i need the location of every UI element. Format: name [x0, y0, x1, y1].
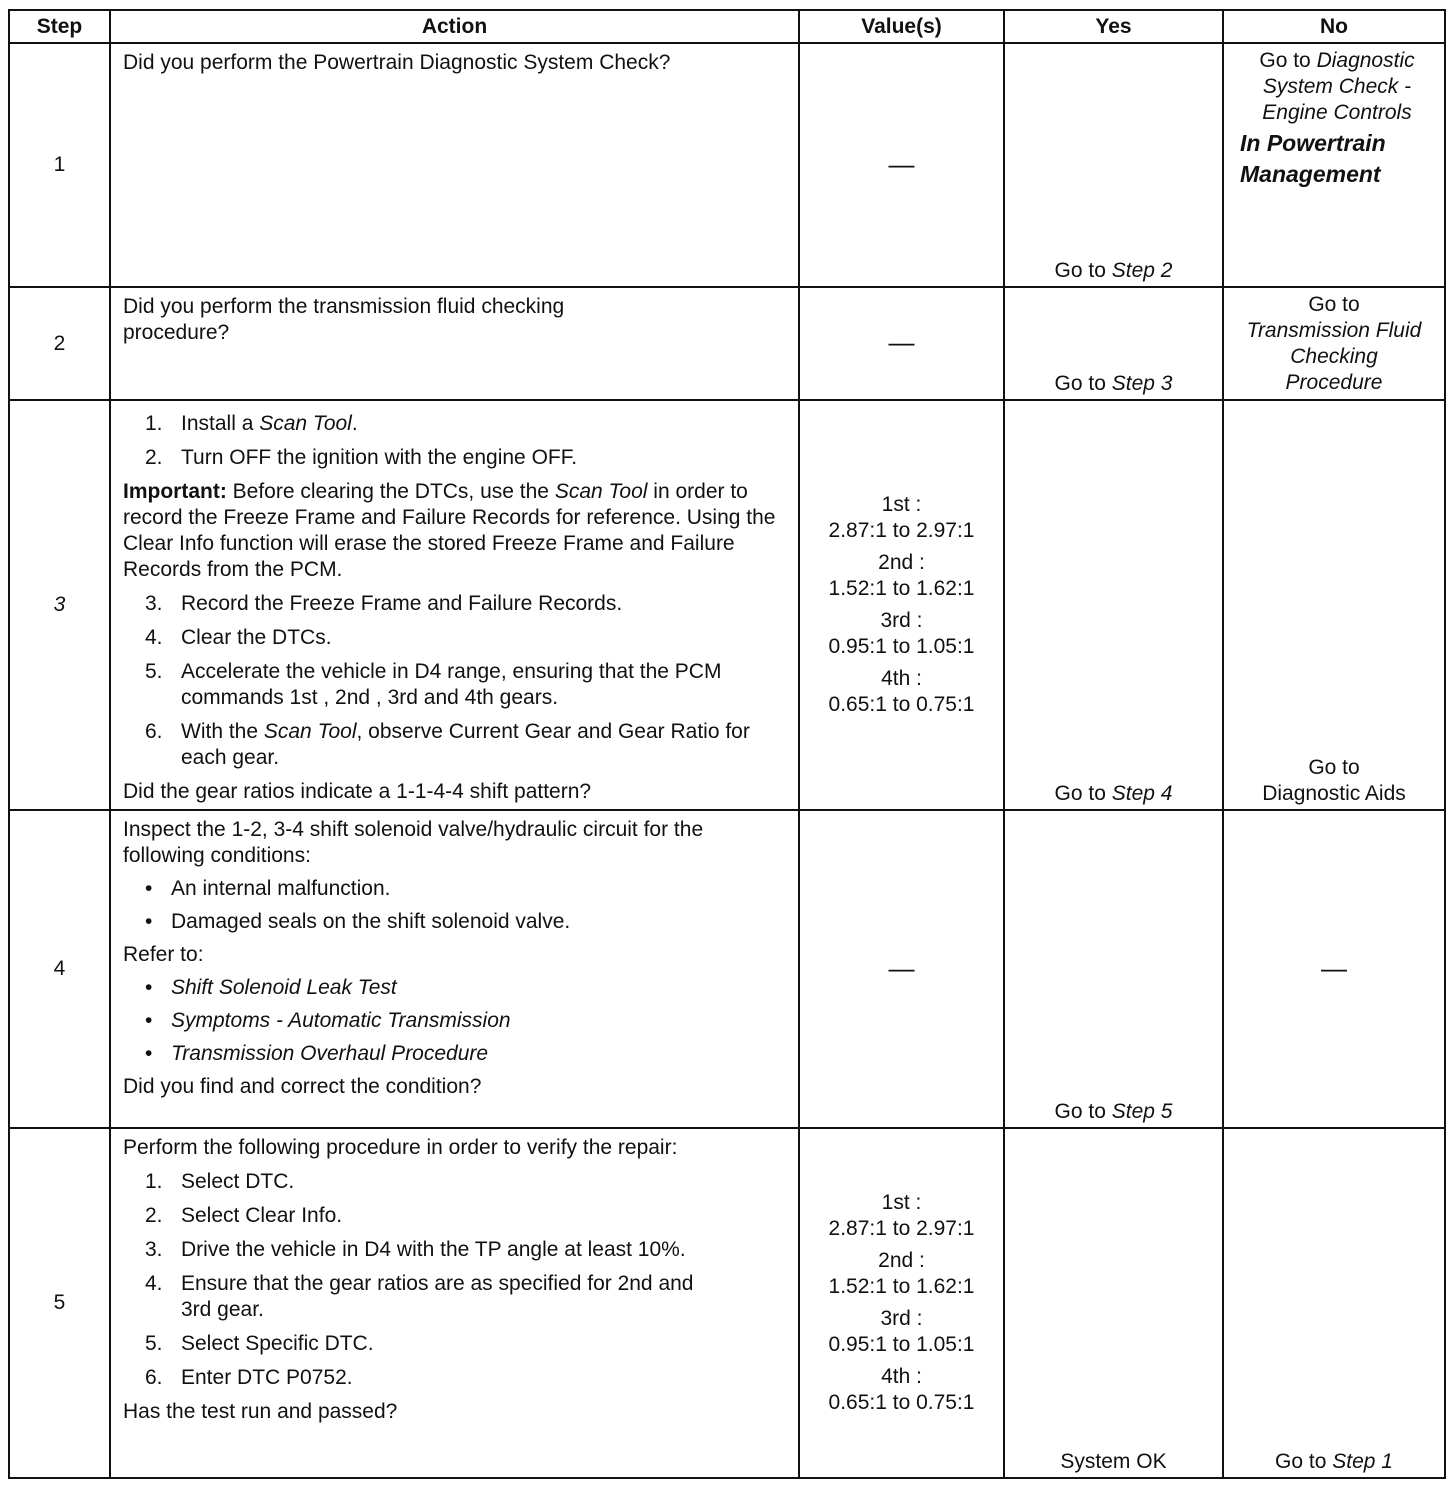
diagnostic-table — [8, 9, 1446, 1479]
value-group: 2nd : 1.52:1 to 1.62:1 — [828, 551, 975, 600]
conditions-list — [123, 876, 788, 935]
action-text: Did you perform the transmission fluid checking procedure? — [123, 295, 565, 344]
step-number: 3 — [9, 400, 110, 810]
step-number: 1 — [9, 43, 110, 287]
list-item[interactable]: • Shift Solenoid Leak Test — [145, 976, 397, 999]
list-item: 6. Enter DTC P0752. — [145, 1366, 353, 1389]
no-prefix: Go to — [1259, 49, 1317, 72]
no-link[interactable]: Diagnostic System Check - Engine Controls — [1262, 49, 1415, 124]
action-cell — [110, 43, 799, 287]
action-intro: Inspect the 1-2, 3-4 shift solenoid valve/hydraulic circuit for the following conditions: — [123, 818, 704, 867]
dash: — — [888, 952, 915, 983]
steps-list — [123, 1169, 788, 1391]
action-cell — [110, 810, 799, 1128]
list-item: 5. Accelerate the vehicle in D4 range, ensuring that the PCM commands 1st , 2nd , 3rd and 4th gears. — [145, 660, 722, 709]
yes-link[interactable]: Step 2 — [1111, 259, 1173, 282]
step-number: 2 — [9, 287, 110, 400]
header-row — [9, 10, 1445, 43]
refer-label: Refer to: — [123, 943, 204, 966]
no-link[interactable]: Step 1 — [1332, 1450, 1393, 1473]
list-item: • Damaged seals on the shift solenoid valve. — [145, 910, 571, 933]
value-group: 4th : 0.65:1 to 0.75:1 — [828, 667, 975, 716]
action-text: Did you perform the Powertrain Diagnostic System Check? — [123, 51, 671, 74]
list-item: 2. Turn OFF the ignition with the engine OFF. — [145, 446, 578, 469]
list-item: 4. Ensure that the gear ratios are as specified for 2nd and 3rd gear. — [145, 1272, 694, 1321]
list-item: 3. Record the Freeze Frame and Failure Records. — [145, 592, 623, 615]
no-cell — [1223, 810, 1445, 1128]
yes-link[interactable]: Step 5 — [1111, 1100, 1173, 1123]
value-cell — [799, 1128, 1004, 1478]
no-link[interactable]: Transmission Fluid Checking Procedure — [1246, 319, 1422, 394]
header-values: Value(s) — [799, 10, 1004, 43]
yes-cell — [1004, 287, 1223, 400]
list-item: 1. Select DTC. — [145, 1170, 295, 1193]
list-item: • An internal malfunction. — [145, 877, 391, 900]
table-row — [9, 810, 1445, 1128]
value-group: 1st : 2.87:1 to 2.97:1 — [828, 1191, 975, 1240]
value-group: 3rd : 0.95:1 to 1.05:1 — [828, 609, 975, 658]
yes-cell — [1004, 400, 1223, 810]
yes-cell — [1004, 43, 1223, 287]
action-cell — [110, 287, 799, 400]
list-item: 5. Select Specific DTC. — [145, 1332, 374, 1355]
table-row — [9, 287, 1445, 400]
value-group: 2nd : 1.52:1 to 1.62:1 — [828, 1249, 975, 1298]
dash: — — [888, 148, 915, 179]
action-intro: Perform the following procedure in order to verify the repair: — [123, 1136, 678, 1159]
yes-link[interactable]: Step 4 — [1111, 782, 1173, 805]
no-bold-ref: In Powertrain Management — [1240, 130, 1386, 187]
yes-link[interactable]: Step 3 — [1111, 372, 1173, 395]
important-note: Important: Before clearing the DTCs, use the Scan Tool in order to record the Freeze Frame and Failure Records for reference. Using the Clear Info function will erase the stored Freeze Frame and Failure Records from the PCM. — [123, 480, 776, 581]
action-question: Did you find and correct the condition? — [123, 1075, 482, 1098]
yes-prefix: Go to — [1054, 259, 1112, 282]
action-cell — [110, 400, 799, 810]
step-number: 4 — [9, 810, 110, 1128]
no-prefix: Go to — [1308, 293, 1360, 316]
table-row — [9, 400, 1445, 810]
header-no: No — [1223, 10, 1445, 43]
header-action: Action — [110, 10, 799, 43]
steps-list-a — [123, 411, 788, 471]
list-item[interactable]: • Symptoms - Automatic Transmission — [145, 1009, 511, 1032]
header-step: Step — [9, 10, 110, 43]
no-link[interactable]: Diagnostic Aids — [1262, 782, 1406, 805]
yes-cell — [1004, 1128, 1223, 1478]
value-cell — [799, 43, 1004, 287]
table-row — [9, 43, 1445, 287]
yes-prefix: Go to — [1054, 1100, 1112, 1123]
list-item: 1. Install a Scan Tool. — [145, 412, 358, 435]
no-prefix: Go to — [1275, 1450, 1333, 1473]
action-question: Did the gear ratios indicate a 1-1-4-4 shift pattern? — [123, 780, 592, 803]
list-item: 2. Select Clear Info. — [145, 1204, 343, 1227]
action-question: Has the test run and passed? — [123, 1400, 398, 1423]
no-cell — [1223, 43, 1445, 287]
value-cell — [799, 810, 1004, 1128]
list-item: 6. With the Scan Tool, observe Current Gear and Gear Ratio for each gear. — [145, 720, 750, 769]
dash: — — [888, 327, 915, 357]
yes-prefix: Go to — [1054, 372, 1112, 395]
yes-prefix: Go to — [1054, 782, 1112, 805]
list-item: 3. Drive the vehicle in D4 with the TP angle at least 10%. — [145, 1238, 686, 1261]
no-cell — [1223, 1128, 1445, 1478]
no-cell — [1223, 287, 1445, 400]
value-group: 3rd : 0.95:1 to 1.05:1 — [828, 1307, 975, 1356]
value-cell — [799, 287, 1004, 400]
no-cell — [1223, 400, 1445, 810]
list-item[interactable]: • Transmission Overhaul Procedure — [145, 1042, 489, 1065]
value-group: 4th : 0.65:1 to 0.75:1 — [828, 1365, 975, 1414]
value-cell — [799, 400, 1004, 810]
action-cell — [110, 1128, 799, 1478]
no-prefix: Go to — [1308, 756, 1360, 779]
list-item: 4. Clear the DTCs. — [145, 626, 332, 649]
value-group: 1st : 2.87:1 to 2.97:1 — [828, 493, 975, 542]
yes-cell — [1004, 810, 1223, 1128]
dash: — — [1321, 952, 1347, 983]
refs-list — [123, 975, 788, 1067]
header-yes: Yes — [1004, 10, 1223, 43]
steps-list-b — [123, 591, 788, 771]
step-number: 5 — [9, 1128, 110, 1478]
table-row — [9, 1128, 1445, 1478]
yes-text[interactable]: System OK — [1060, 1450, 1167, 1473]
